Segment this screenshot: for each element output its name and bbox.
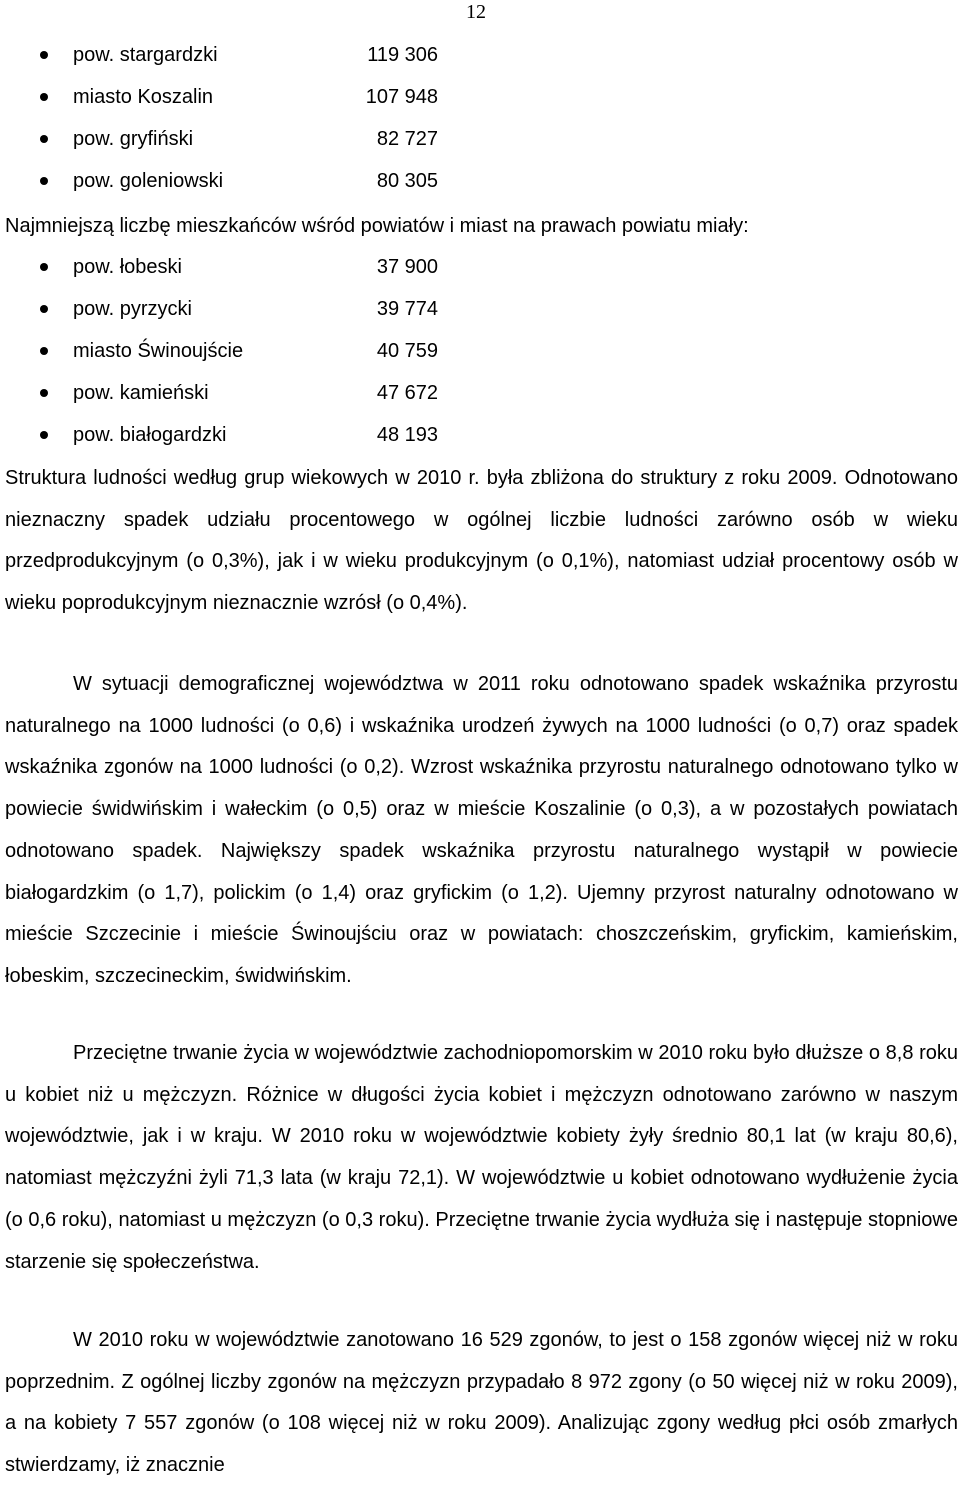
bullet-icon — [40, 93, 48, 101]
paragraph-demographic-situation: W sytuacji demograficznej województwa w 2011 roku odnotowano spadek wskaźnika przyrostu naturalnego na 1000 ludności (o 0,6) i wskaźnika urodzeń żywych na 1000 ludności (o 0,7) oraz spadek wskaźnika zgonów na 1000 ludności (o 0,2). Wzrost wskaźnika przyrostu naturalnego odnotowano tylko w powiecie świdwińskim i wałeckim (o 0,5) oraz w mieście Koszalinie (o 0,3), a w pozostałych powiatach odnotowano spadek. Największy spadek wskaźnika przyrostu naturalnego wystąpił w powiecie białogardzkim (o 1,7), polickim (o 1,4) oraz gryfickim (o 1,2). Ujemny przyrost naturalny odnotowano w mieście Szczecinie i mieście Świnoujściu oraz w powiatach: choszczeńskim, gryfickim, kamieńskim, łobeskim, szczecineckim, świdwińskim. — [5, 673, 958, 987]
list-item-label: pow. stargardzki — [73, 44, 218, 66]
bullet-icon — [40, 431, 48, 439]
largest-population-list — [0, 34, 438, 202]
bullet-icon — [40, 305, 48, 313]
list-item-value: 82 727 — [376, 128, 438, 150]
list-item-label: pow. łobeski — [73, 256, 182, 278]
list-item — [0, 160, 438, 202]
list-item — [0, 76, 438, 118]
bullet-icon — [40, 51, 48, 59]
page-number: 12 — [466, 1, 486, 23]
list-item — [0, 372, 438, 414]
list-item-label: miasto Świnoujście — [73, 340, 244, 362]
list-item — [0, 330, 438, 372]
list-item-label: pow. białogardzki — [73, 424, 227, 446]
list-item — [0, 118, 438, 160]
bullet-icon — [40, 263, 48, 271]
bullet-icon — [40, 347, 48, 355]
smallest-population-intro: Najmniejszą liczbę mieszkańców wśród powiatów i miast na prawach powiatu miały: — [5, 215, 749, 237]
list-item — [0, 246, 438, 288]
list-item-value: 40 759 — [376, 340, 438, 362]
list-item — [0, 288, 438, 330]
paragraph-deaths: W 2010 roku w województwie zanotowano 16 529 zgonów, to jest o 158 zgonów więcej niż w roku poprzednim. Z ogólnej liczby zgonów na mężczyzn przypadało 8 972 zgony (o 50 więcej niż w roku 2009), a na kobiety 7 557 zgonów (o 108 więcej niż w roku 2009). Analizując zgony według płci osób zmarłych stwierdzamy, iż znacznie — [5, 1329, 958, 1477]
list-item-value: 107 948 — [365, 86, 438, 108]
bullet-icon — [40, 135, 48, 143]
paragraph-life-expectancy: Przeciętne trwanie życia w województwie zachodniopomorskim w 2010 roku było dłuższe o 8,8 roku u kobiet niż u mężczyzn. Różnice w długości życia kobiet i mężczyzn odnotowano zarówno w naszym województwie, jak i w kraju. W 2010 roku w województwie kobiety żyły średnio 80,1 lat (w kraju 80,6), natomiast mężczyźni żyli 71,3 lata (w kraju 72,1). W województwie u kobiet odnotowano wydłużenie życia (o 0,6 roku), natomiast u mężczyzn (o 0,3 roku). Przeciętne trwanie życia wydłuża się i następuje stopniowe starzenie się społeczeństwa. — [5, 1042, 958, 1273]
list-item — [0, 34, 438, 76]
list-item-label: pow. gryfiński — [73, 128, 194, 150]
smallest-population-list — [0, 246, 438, 456]
list-item-label: miasto Koszalin — [73, 86, 214, 108]
list-item-value: 48 193 — [376, 424, 438, 446]
list-item-value: 37 900 — [376, 256, 438, 278]
list-item-value: 119 306 — [367, 44, 438, 66]
list-item-label: pow. kamieński — [73, 382, 209, 404]
list-item — [0, 414, 438, 456]
list-item-value: 47 672 — [376, 382, 438, 404]
list-item-label: pow. pyrzycki — [73, 298, 192, 320]
list-item-value: 80 305 — [376, 170, 438, 192]
list-item-label: pow. goleniowski — [73, 170, 224, 192]
bullet-icon — [40, 177, 48, 185]
paragraph-age-structure: Struktura ludności według grup wiekowych w 2010 r. była zbliżona do struktury z roku 2009. Odnotowano nieznaczny spadek udziału procentowego w ogólnej liczbie ludności zarówno osób w wieku przedprodukcyjnym (o 0,3%), jak i w wieku produkcyjnym (o 0,1%), natomiast udział procentowy osób w wieku poprodukcyjnym nieznacznie wzrósł (o 0,4%). — [5, 467, 958, 615]
list-item-value: 39 774 — [376, 298, 438, 320]
bullet-icon — [40, 389, 48, 397]
